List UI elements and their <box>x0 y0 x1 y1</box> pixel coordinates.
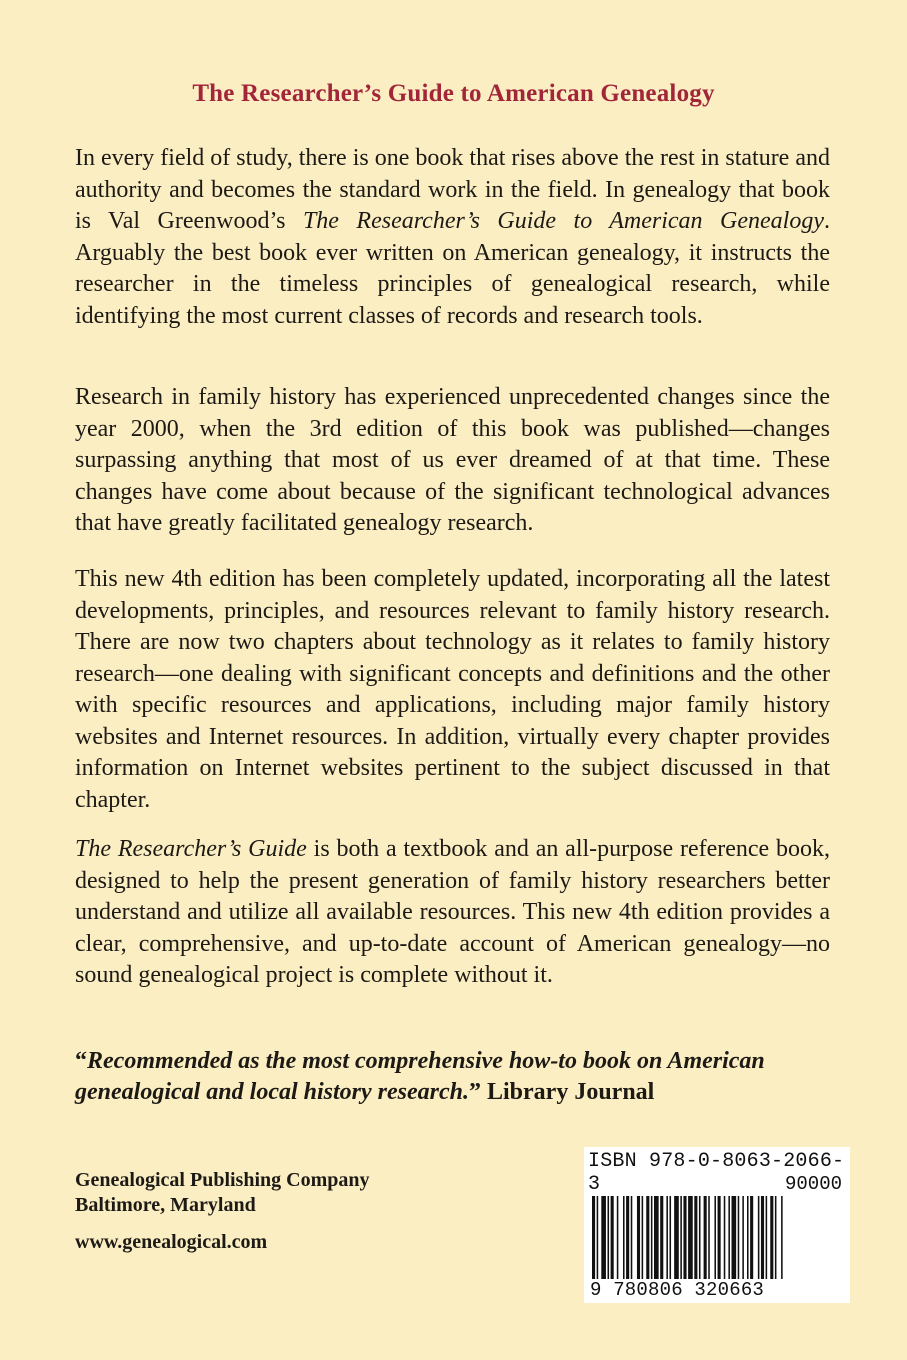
p1-text-end: . Arguably the best book ever written on American genealogy, it instructs the researcher in the timeless principles of genealogical research, while identifying the most current classes of records and research tools. <box>75 208 830 329</box>
barcode-bar <box>732 1196 737 1279</box>
barcode-bar <box>750 1196 753 1279</box>
barcode-bar <box>742 1196 744 1279</box>
price-code: 90000 <box>784 1173 842 1195</box>
barcode-bar <box>694 1196 697 1279</box>
barcode-bar <box>699 1196 701 1279</box>
barcode-bar <box>775 1196 777 1279</box>
barcode-bar <box>724 1196 726 1279</box>
barcode-bar <box>617 1196 619 1279</box>
barcode-bar <box>747 1196 749 1279</box>
description-paragraph-2: Research in family history has experienced unprecedented changes since the year 2000, when the 3rd edition of this book was published—changes surpassing anything that most of us ever dreamed of at that time. These changes have come about because of the significant technological advances that have greatly facilitated genealogy research. <box>75 384 830 536</box>
p1-text-start: In every field of study, there is one book that rises above the rest in stature and authority and becomes the standard work in the field. In genealogy that book is Val Greenwood’s <box>75 145 830 234</box>
barcode-bar <box>674 1196 679 1279</box>
barcode-bar <box>766 1196 768 1279</box>
barcode-bar <box>623 1196 625 1279</box>
barcode-bar <box>597 1196 599 1279</box>
p4-book-title: The Researcher’s Guide <box>75 836 307 862</box>
book-title-heading: The Researcher’s Guide to American Genealogy <box>192 80 715 107</box>
barcode-bar <box>770 1196 773 1279</box>
publisher-name: Genealogical Publishing Company <box>75 1169 370 1191</box>
quote-text: Recommended as the most comprehensive how-to book on American genealogical and local history research. <box>75 1048 765 1105</box>
barcode-bar <box>646 1196 649 1279</box>
barcode-bar <box>666 1196 668 1279</box>
barcode-bar <box>660 1196 663 1279</box>
quote-close-mark: ” <box>468 1079 481 1105</box>
barcode-bar <box>670 1196 672 1279</box>
barcode-bar <box>592 1196 595 1279</box>
isbn-number: ISBN 978-0-8063-2066-3 <box>588 1150 845 1196</box>
p4-text: is both a textbook and an all-purpose reference book, designed to help the present generation of family history researchers better understand and utilize all available resources. This new 4th edition provides a clear, comprehensive, and up-to-date account of American genealogy—no sound genealogical project is complete without it. <box>75 836 831 988</box>
barcode-bar <box>683 1196 686 1279</box>
barcode-bar <box>642 1196 644 1279</box>
p1-book-title: The Researcher’s Guide to American Genealogy <box>302 208 824 234</box>
barcode-bar <box>728 1196 730 1279</box>
description-paragraph-1 <box>75 143 830 332</box>
publisher-location: Baltimore, Maryland <box>75 1194 256 1216</box>
barcode-bar <box>781 1196 783 1279</box>
barcode-bar <box>761 1196 764 1279</box>
barcode-bar <box>680 1196 682 1279</box>
barcode-bar <box>608 1196 610 1279</box>
isbn-barcode <box>584 1147 850 1303</box>
barcode-bar <box>651 1196 653 1279</box>
barcode-bar <box>708 1196 710 1279</box>
publisher-block <box>75 1168 370 1218</box>
description-paragraph-3: This new 4th edition has been completely updated, incorporating all the latest developments, principles, and resources relevant to family history research. There are now two chapters about technology as it relates to family history research—one dealing with significant concepts and definitions and the other with specific resources and applications, including major family history websites and Internet resources. In addition, virtually every chapter provides information on Internet websites pertinent to the subject discussed in that chapter. <box>75 566 830 813</box>
description-paragraph-4 <box>75 834 830 992</box>
barcode-bar <box>758 1196 760 1279</box>
barcode-bar <box>601 1196 606 1279</box>
barcode-bar <box>718 1196 721 1279</box>
barcode-bar <box>637 1196 640 1279</box>
barcode-bar <box>714 1196 716 1279</box>
quote-source: Library Journal <box>486 1079 655 1105</box>
barcode-bar <box>654 1196 659 1279</box>
barcode-bar <box>704 1196 707 1279</box>
review-quote <box>75 1046 845 1108</box>
quote-open-mark: “ <box>75 1048 87 1074</box>
ean-digits: 9 780806 320663 <box>590 1279 765 1301</box>
publisher-website-link[interactable]: www.genealogical.com <box>75 1231 268 1253</box>
barcode-bar <box>626 1196 629 1279</box>
barcode-bar <box>688 1196 693 1279</box>
barcode-bar <box>631 1196 633 1279</box>
barcode-bar <box>611 1196 614 1279</box>
barcode-bar <box>738 1196 740 1279</box>
barcode-bars <box>592 1196 842 1279</box>
